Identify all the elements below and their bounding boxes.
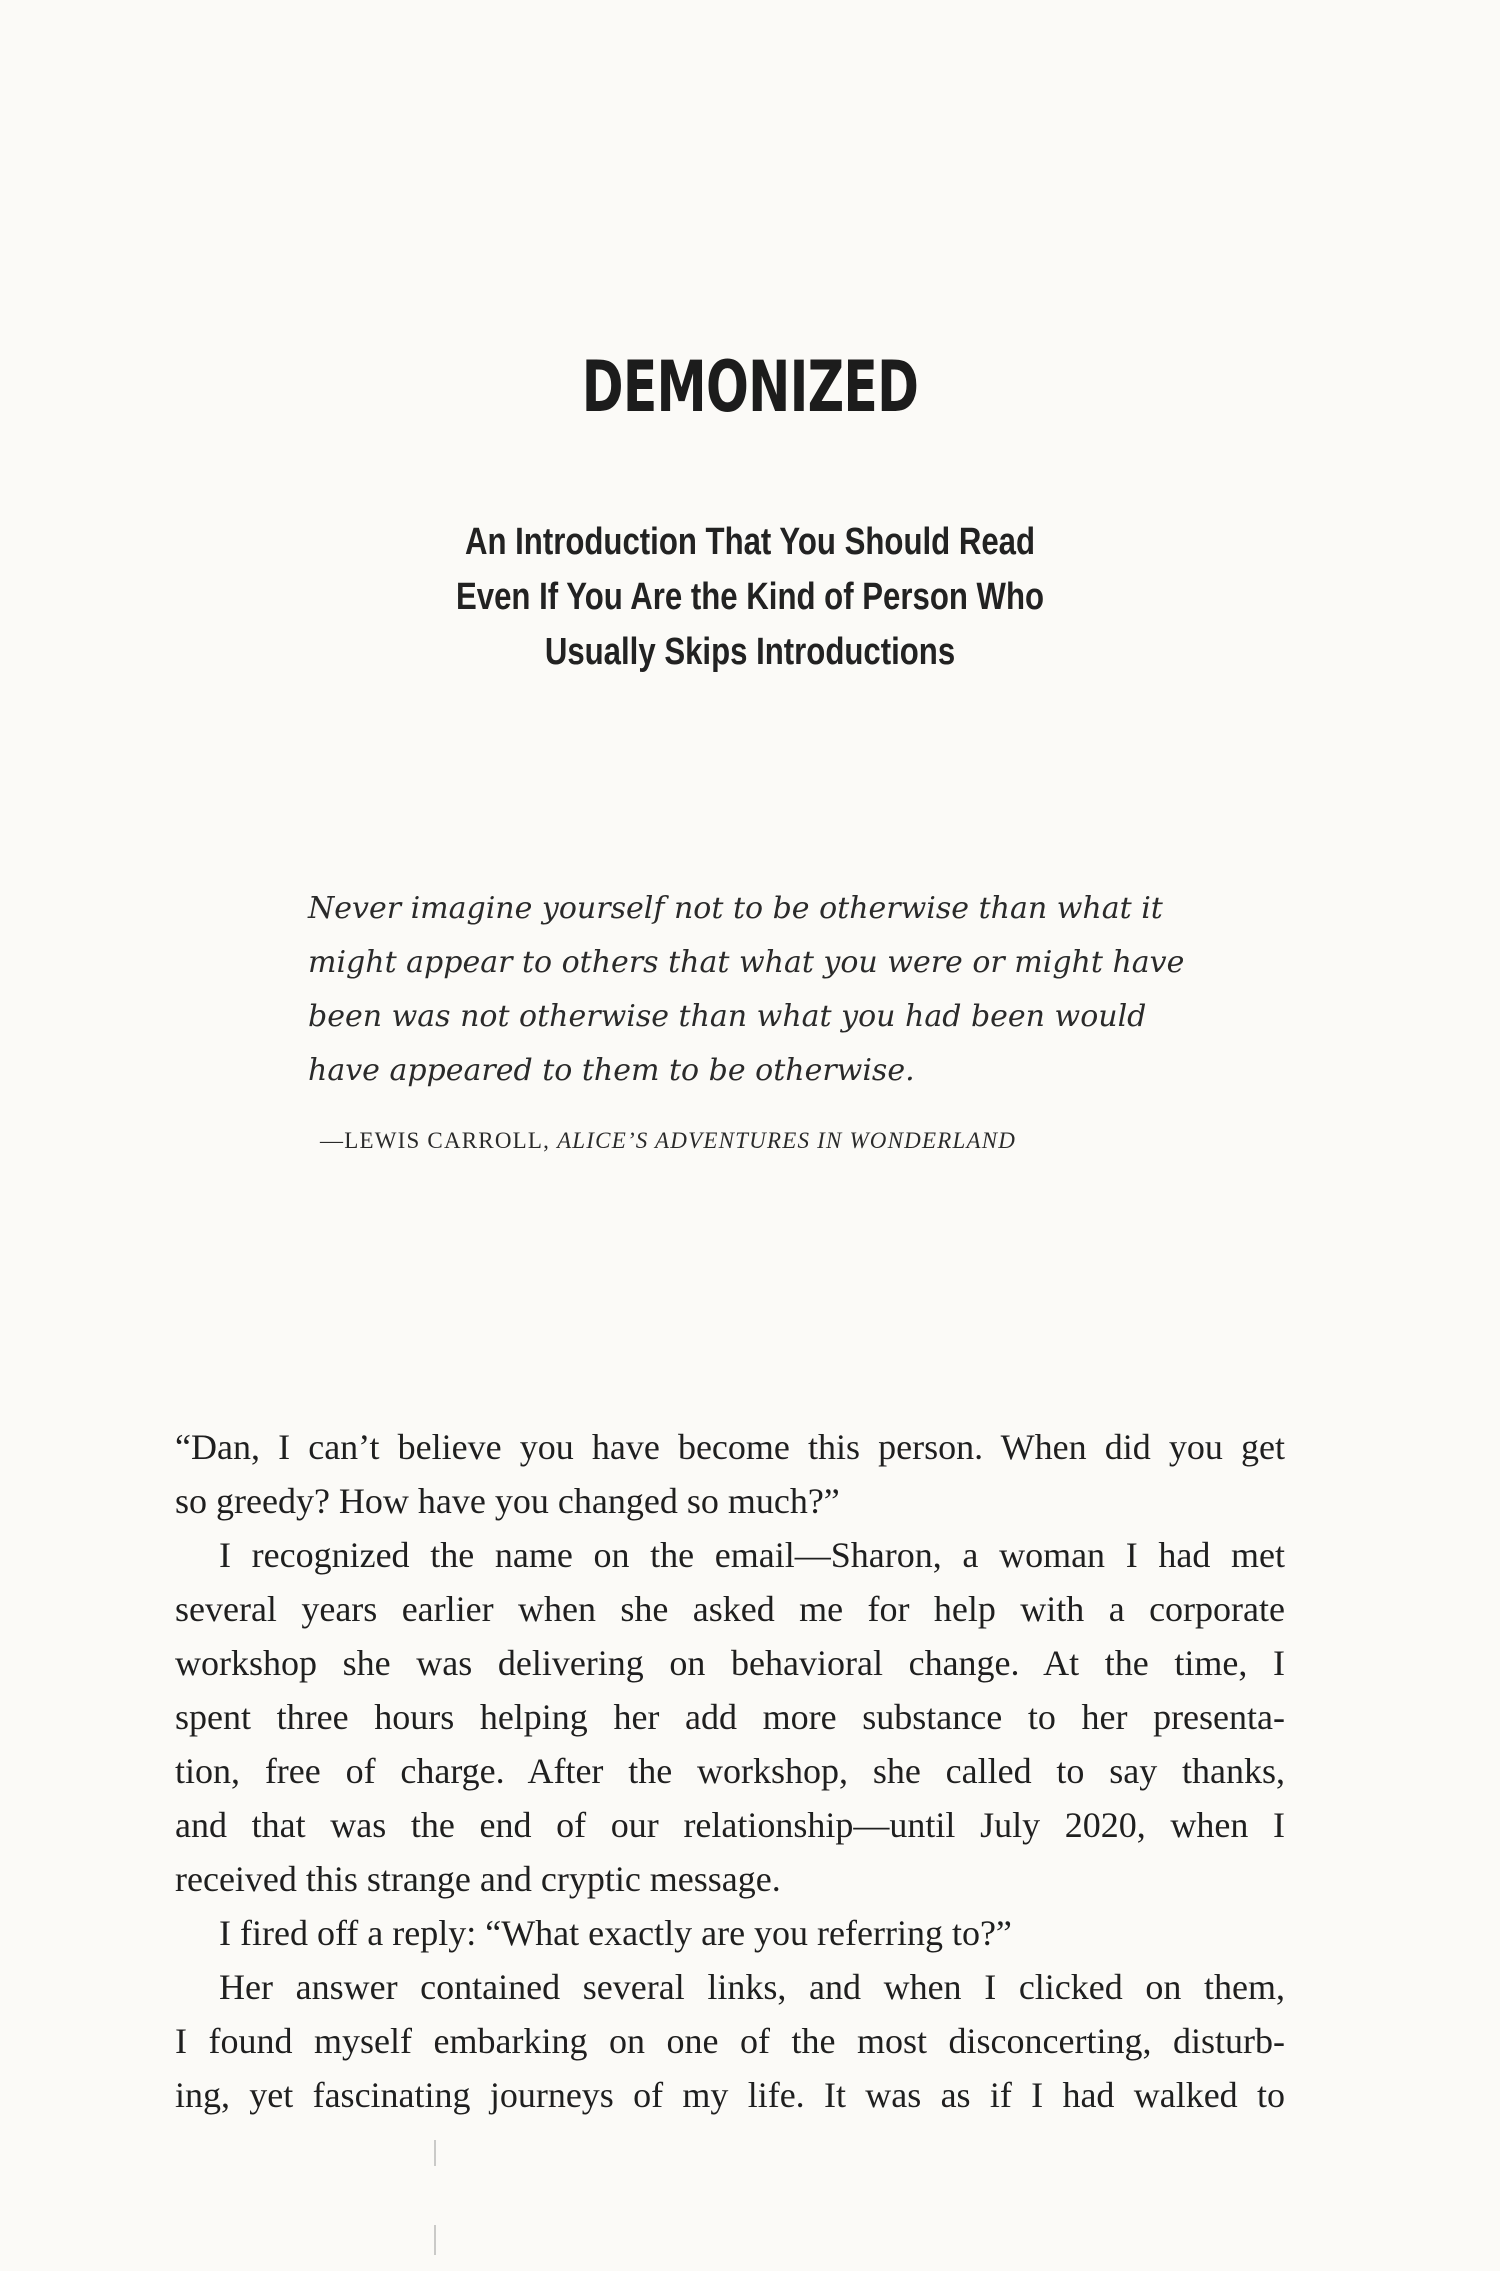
body-line: received this strange and cryptic message. — [175, 1859, 781, 1899]
body-line: ing, yet fascinating journeys of my life. It was as if I had walked to — [175, 2075, 1285, 2115]
body-text — [175, 1420, 1285, 2122]
subtitle-line: Usually Skips Introductions — [544, 631, 956, 673]
subtitle-line: An Introduction That You Should Read — [464, 521, 1036, 563]
chapter-subtitle — [135, 515, 1365, 680]
body-line: I found myself embarking on one of the most disconcerting, disturb- — [175, 2021, 1285, 2061]
scan-artifact-line — [434, 2140, 436, 2166]
epigraph-quote — [308, 882, 1208, 1098]
subtitle-line: Even If You Are the Kind of Person Who — [455, 576, 1045, 618]
body-line: so greedy? How have you changed so much?” — [175, 1481, 840, 1521]
scan-artifact-line — [434, 2225, 436, 2255]
body-line: spent three hours helping her add more substance to her presenta- — [175, 1697, 1285, 1737]
epigraph-line: might appear to others that what you were or might have — [308, 945, 1185, 980]
body-line: several years earlier when she asked me for help with a corporate — [175, 1589, 1285, 1629]
body-line: and that was the end of our relationship—until July 2020, when I — [175, 1805, 1285, 1845]
epigraph-line: been was not otherwise than what you had been would — [308, 999, 1147, 1034]
epigraph-line: have appeared to them to be otherwise. — [308, 1053, 915, 1088]
body-line: workshop she was delivering on behavioral change. At the time, I — [175, 1643, 1285, 1683]
body-line: I recognized the name on the email—Sharon, a woman I had met — [219, 1535, 1285, 1575]
body-line: tion, free of charge. After the workshop, she called to say thanks, — [175, 1751, 1285, 1791]
body-line: I fired off a reply: “What exactly are you referring to?” — [219, 1913, 1012, 1953]
epigraph-line: Never imagine yourself not to be otherwise than what it — [308, 891, 1163, 926]
attribution-work: ALICE’S ADVENTURES IN WONDERLAND — [557, 1128, 1017, 1153]
attribution-author: —LEWIS CARROLL, — [320, 1128, 558, 1153]
body-line: Her answer contained several links, and when I clicked on them, — [219, 1967, 1285, 2007]
chapter-title: DEMONIZED — [581, 346, 919, 428]
body-line: “Dan, I can’t believe you have become this person. When did you get — [175, 1427, 1285, 1467]
epigraph-attribution — [320, 1128, 1220, 1154]
